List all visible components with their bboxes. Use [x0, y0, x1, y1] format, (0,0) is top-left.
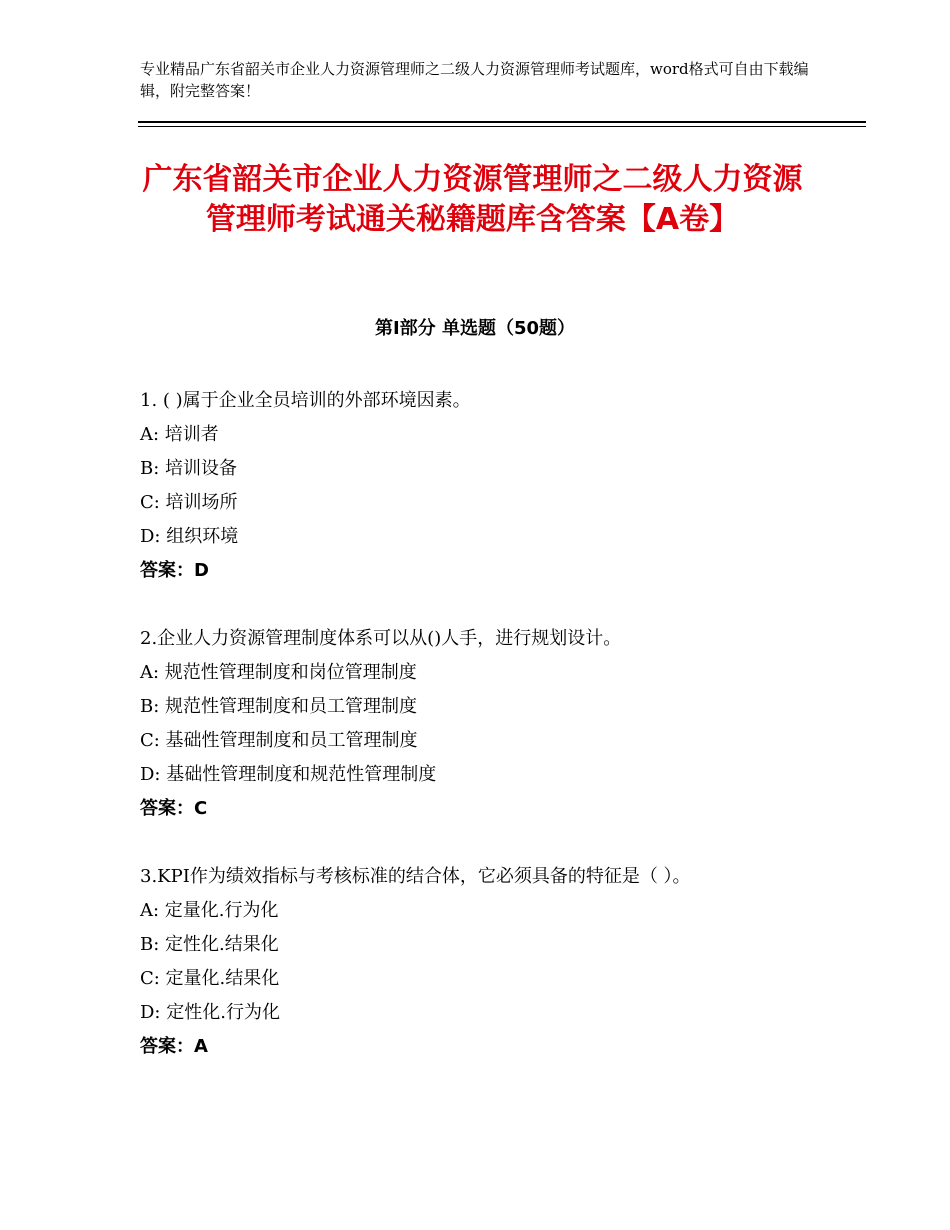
option-d: D: 基础性管理制度和规范性管理制度	[140, 764, 437, 785]
option-b: B: 培训设备	[140, 458, 238, 479]
option-d: D: 组织环境	[140, 526, 239, 547]
answer: 答案：D	[140, 560, 209, 581]
option-a: A: 培训者	[140, 424, 219, 445]
question-list	[140, 384, 820, 1098]
answer: 答案：C	[140, 798, 208, 819]
option-b: B: 规范性管理制度和员工管理制度	[140, 696, 418, 717]
option-b: B: 定性化.结果化	[140, 934, 279, 955]
option-d: D: 定性化.行为化	[140, 1002, 280, 1023]
answer: 答案：A	[140, 1036, 208, 1057]
header-divider	[138, 121, 866, 127]
option-c: C: 培训场所	[140, 492, 238, 513]
question-stem: 2.企业人力资源管理制度体系可以从()人手，进行规划设计。	[140, 628, 622, 649]
header-note: 专业精品广东省韶关市企业人力资源管理师之二级人力资源管理师考试题库，word格式可自由下载编辑，附完整答案！	[140, 60, 809, 100]
question-stem: 3.KPI作为绩效指标与考核标准的结合体，它必须具备的特征是（ ）。	[140, 866, 691, 887]
question-1	[140, 384, 820, 588]
section-title: 第Ⅰ部分 单选题（50题）	[374, 318, 575, 339]
option-c: C: 定量化.结果化	[140, 968, 280, 989]
question-2	[140, 622, 820, 826]
option-c: C: 基础性管理制度和员工管理制度	[140, 730, 418, 751]
option-a: A: 规范性管理制度和岗位管理制度	[140, 662, 417, 683]
question-3	[140, 860, 820, 1064]
question-stem: 1. ( )属于企业全员培训的外部环境因素。	[140, 390, 471, 411]
document-title: 广东省韶关市企业人力资源管理师之二级人力资源管理师考试通关秘籍题库含答案【A卷】	[142, 162, 803, 237]
option-a: A: 定量化.行为化	[140, 900, 279, 921]
